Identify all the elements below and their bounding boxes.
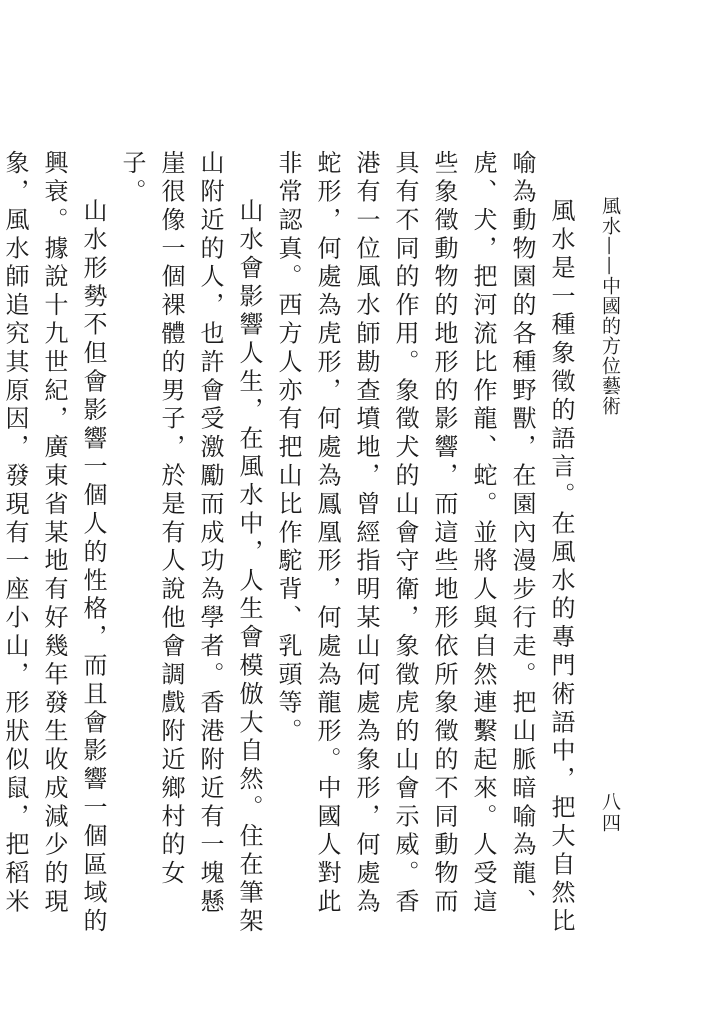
paragraph: 山水會影響人生，在風水中，人生會模倣大自然。住在筆架山附近的人，也許會受激勵而成功為學者。香港附近有一塊懸崖很像一個裸體的男子，於是有人說他會調戲附近鄉村的女子。 <box>118 150 263 937</box>
paragraph: 山水形勢不但會影響一個人的性格，而且會影響一個區域的興衰。據說十九世紀，廣東省某地有好幾年發生收成減少的現象，風水師追究其原因，發現有一座小山，形狀似鼠，把稻米 <box>1 150 107 937</box>
page-number: 八四 <box>599 792 621 834</box>
paragraph: 風水是一種象徵的語言。在風水的專門術語中，把大自然比喻為動物園的各種野獸，在園內漫步行走。把山脈暗喻為龍、虎、犬，把河流比作龍、蛇。並將人與自然連繫起來。人受這些象徵動物的地形的影響，而這些地形依所象徵的不同動物而具有不同的作用。象徵犬的山會守衛，象徵虎的山會示威。香港有一位風水師勘查墳地，曾經指明某山何處為象形，何處為蛇形，何處為虎形，何處為鳳凰形，何處為龍形。中國人對此非常認真。西方人亦有把山比作駝背、乳頭等。 <box>274 150 575 937</box>
running-title: 風水——中國的方位藝術 <box>599 196 621 416</box>
body-text <box>1 150 580 940</box>
